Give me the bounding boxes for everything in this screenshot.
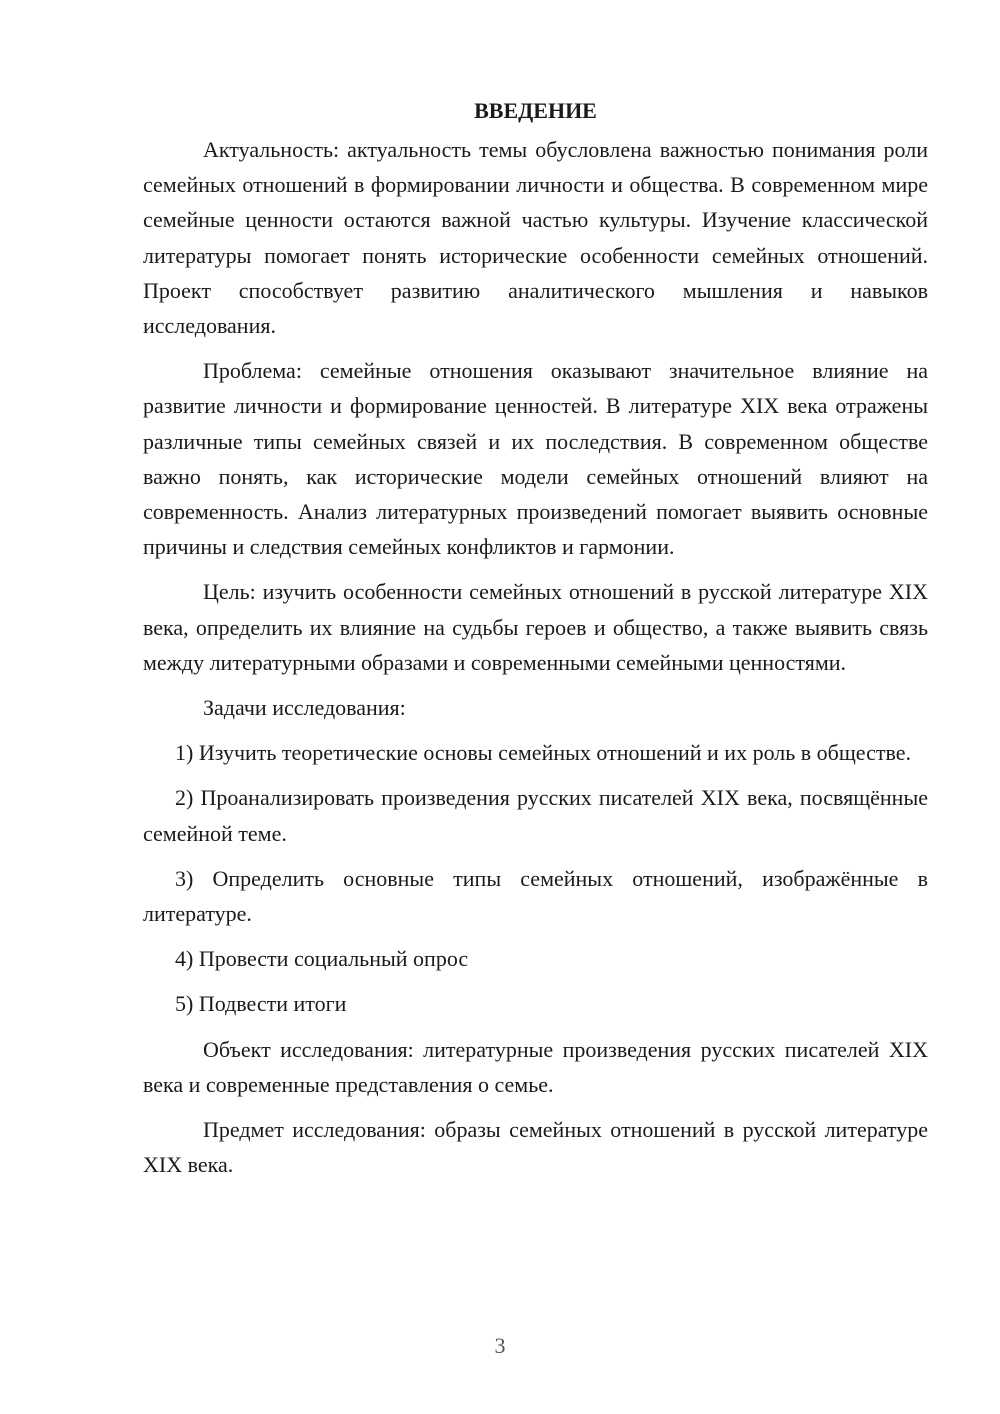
task-item-5: 5) Подвести итоги — [175, 991, 347, 1017]
subject-paragraph: Предмет исследования: образы семейных отношений в русской литературе XIX века. — [143, 1117, 928, 1178]
goal-paragraph: Цель: изучить особенности семейных отношений в русской литературе XIX века, определить их влияние на судьбы героев и общество, а также выявить связь между литературными образами и современными семейными ценностями. — [143, 579, 928, 675]
task-item-2: 2) Проанализировать произведения русских писателей XIX века, посвящённые семейной теме. — [143, 785, 928, 846]
problem-paragraph: Проблема: семейные отношения оказывают значительное влияние на развитие личности и формирование ценностей. В литературе XIX века отражены различные типы семейных связей и их последствия. В современном обществе важно понять, как исторические модели семейных отношений влияют на современность. Анализ литературных произведений помогает выявить основные причины и следствия семейных конфликтов и гармонии. — [143, 358, 928, 560]
object-paragraph: Объект исследования: литературные произведения русских писателей XIX века и современные представления о семье. — [143, 1036, 928, 1097]
tasks-heading: Задачи исследования: — [203, 695, 406, 721]
page-title: ВВЕДЕНИЕ — [474, 98, 597, 123]
task-item-3: 3) Определить основные типы семейных отношений, изображённые в литературе. — [143, 865, 928, 927]
task-item-1: 1) Изучить теоретические основы семейных отношений и их роль в обществе. — [175, 740, 912, 766]
document-page — [143, 92, 928, 1192]
relevance-paragraph: Актуальность: актуальность темы обусловлена важностью понимания роли семейных отношений в формировании личности и общества. В современном мире семейные ценности остаются важной частью культуры. Изучение классической литературы помогает понять исторические особенности семейных отношений. Проект способствует развитию аналитического мышления и навыков исследования. — [143, 137, 928, 339]
page-number: 3 — [494, 1333, 506, 1358]
task-item-4: 4) Провести социальный опрос — [175, 946, 469, 972]
